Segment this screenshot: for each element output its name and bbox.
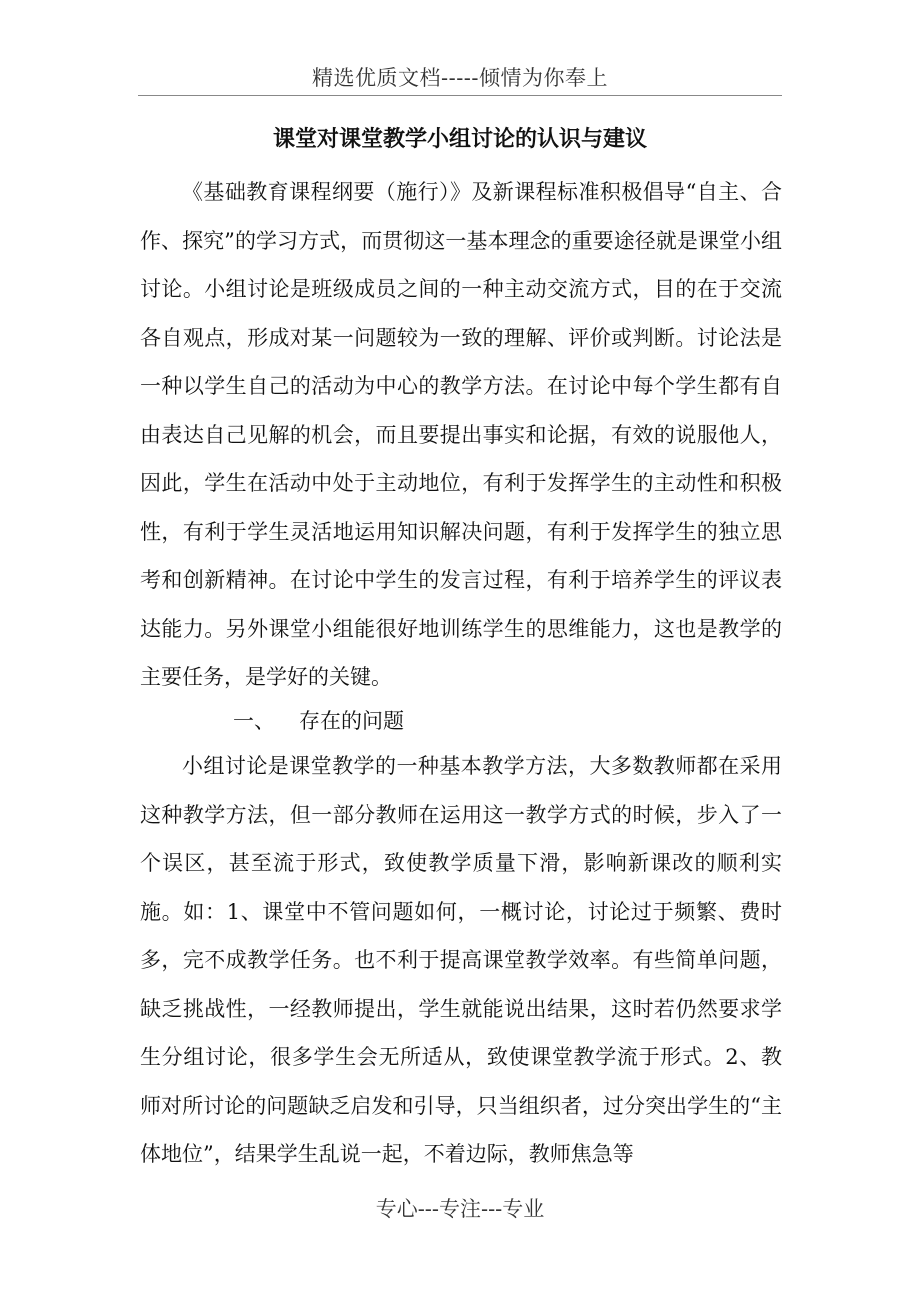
intro-paragraph: 《基础教育课程纲要（施行）》及新课程标准积极倡导“自主、合作、探究”的学习方式，而贯彻这一基本理念的重要途径就是课堂小组讨论。小组讨论是班级成员之间的一种主动交流方式，目的在于交流各自观点，形成对某一问题较为一致的理解、评价或判断。讨论法是一种以学生自己的活动为中心的教学方法。在讨论中每个学生都有自由表达自己见解的机会，而且要提出事实和论据，有效的说服他人，因此，学生在活动中处于主动地位，有利于发挥学生的主动性和积极性，有利于学生灵活地运用知识解决问题，有利于发挥学生的独立思考和创新精神。在讨论中学生的发言过程，有利于培养学生的评议表达能力。另外课堂小组能很好地训练学生的思维能力，这也是教学的主要任务，是学好的关键。 <box>140 180 782 689</box>
section-heading <box>233 697 404 746</box>
section-number: 一、 <box>233 709 275 733</box>
section-paragraph: 小组讨论是课堂教学的一种基本教学方法，大多数教师都在采用这种教学方法，但一部分教师在运用这一教学方式的时候，步入了一个误区，甚至流于形式，致使教学质量下滑，影响新课改的顺利实施。如：1、课堂中不管问题如何，一概讨论，讨论过于频繁、费时多，完不成教学任务。也不利于提高课堂教学效率。有些简单问题，缺乏挑战性，一经教师提出，学生就能说出结果，这时若仍然要求学生分组讨论，很多学生会无所适从，致使课堂教学流于形式。2、教师对所讨论的问题缺乏启发和引导，只当组织者，过分突出学生的“主体地位”，结果学生乱说一起，不着边际，教师焦急等 <box>140 754 782 1166</box>
page-header: 精选优质文档-----倾情为你奉上 <box>312 66 608 90</box>
page-footer: 专心---专注---专业 <box>375 1197 545 1221</box>
header-divider <box>138 95 782 96</box>
section-heading-text: 存在的问题 <box>299 709 404 733</box>
document-title: 课堂对课堂教学小组讨论的认识与建议 <box>272 127 647 152</box>
